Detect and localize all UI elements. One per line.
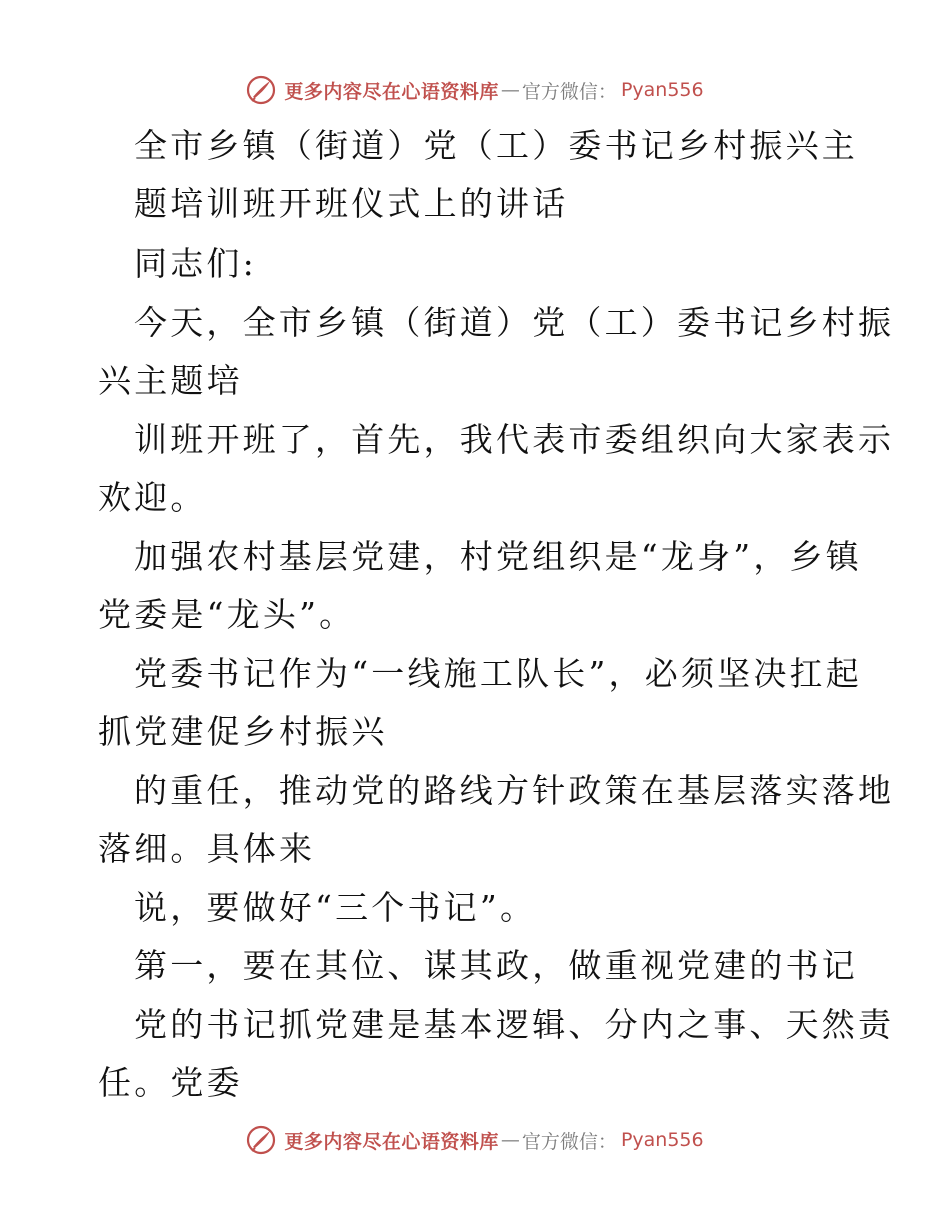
quill-logo-icon (246, 75, 276, 105)
watermark-sub-text: 官方微信： (521, 1130, 617, 1153)
text-line: 抓党建促乡村振兴 (98, 712, 388, 751)
text-line: 兴主题培 (98, 361, 243, 400)
watermark-id: Pyan556 (620, 1129, 704, 1151)
text-line: 党委是“龙头”。 (98, 595, 356, 634)
title-line-1: 全市乡镇（街道）党（工）委书记乡村振兴主 (134, 126, 858, 165)
text-line: 任。党委 (98, 1063, 243, 1102)
text-line: 党的书记抓党建是基本逻辑、分内之事、天然责 (134, 1005, 895, 1044)
watermark-footer (0, 1120, 950, 1160)
text-line: 说，要做好“三个书记”。 (134, 888, 537, 927)
text-line: 加强农村基层党建，村党组织是“龙身”，乡镇 (134, 537, 862, 576)
section-heading: 第一，要在其位、谋其政，做重视党建的书记 (134, 946, 858, 985)
watermark-dash: — (500, 1129, 520, 1151)
text-line: 落细。具体来 (98, 829, 316, 868)
watermark-dash: — (500, 79, 520, 101)
watermark-sub-text: 官方微信： (521, 80, 617, 103)
watermark-main-text: 更多内容尽在心语资料库 (284, 1130, 499, 1153)
watermark-id: Pyan556 (620, 79, 704, 101)
watermark-header (0, 70, 950, 110)
text-line: 的重任，推动党的路线方针政策在基层落实落地 (134, 771, 895, 810)
text-line: 训班开班了，首先，我代表市委组织向大家表示 (134, 420, 895, 459)
watermark-main-text: 更多内容尽在心语资料库 (284, 80, 499, 103)
title-line-2: 题培训班开班仪式上的讲话 (134, 184, 569, 223)
salutation: 同志们: (134, 244, 257, 283)
text-line: 党委书记作为“一线施工队长”，必须坚决扛起 (134, 654, 862, 693)
text-line: 今天，全市乡镇（街道）党（工）委书记乡村振 (134, 303, 895, 342)
quill-logo-icon (246, 1125, 276, 1155)
text-line: 欢迎。 (98, 478, 207, 517)
